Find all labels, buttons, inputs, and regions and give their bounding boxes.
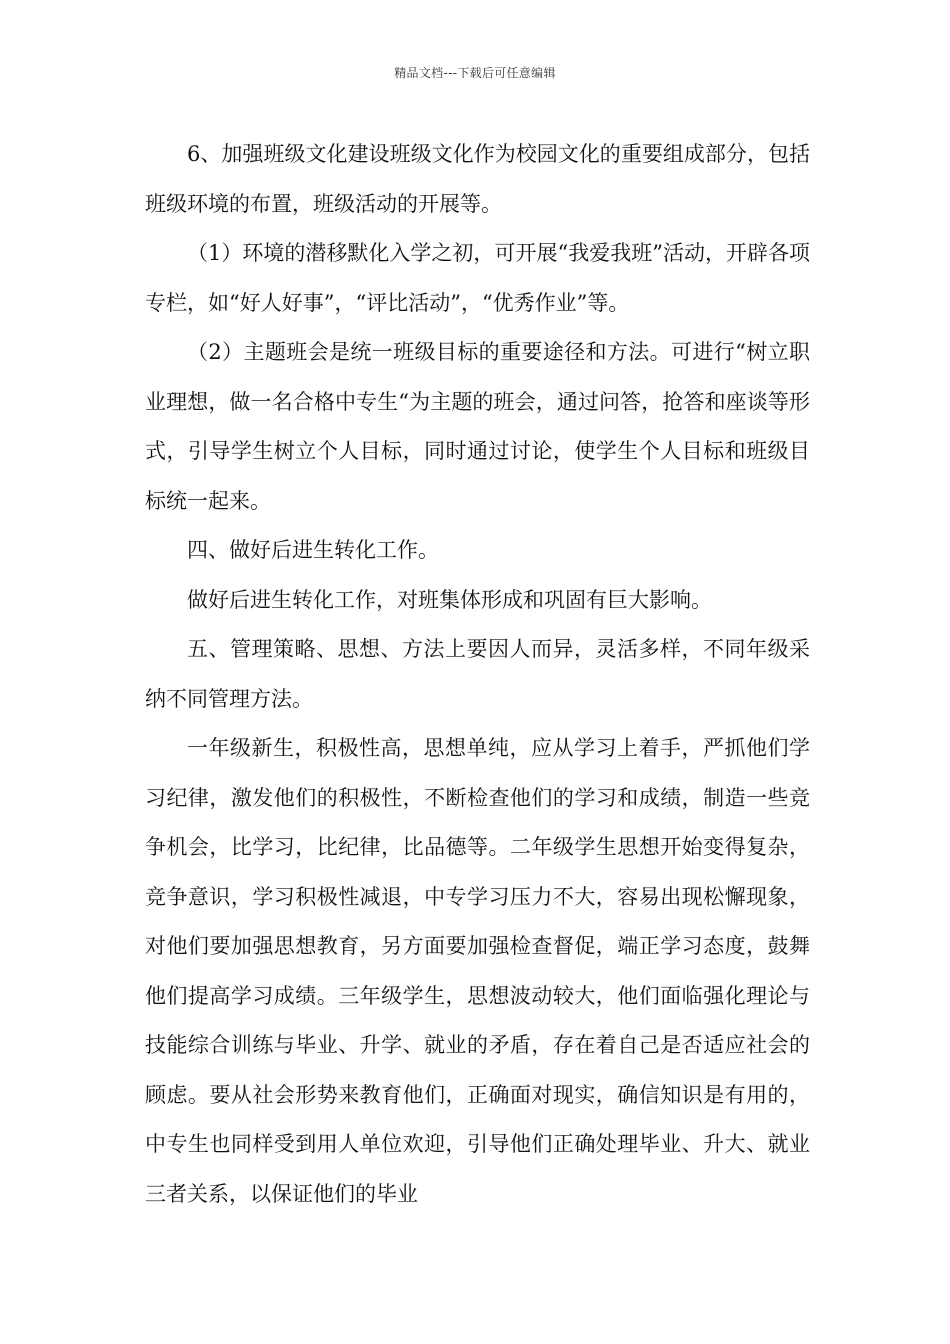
document-body [145, 130, 810, 1219]
section-heading-four: 四、做好后进生转化工作。 [187, 538, 439, 562]
paragraph-grade-management: 一年级新生，积极性高，思想单纯，应从学习上着手，严抓他们学习纪律，激发他们的积极性，不断检查他们的学习和成绩，制造一些竞争机会，比学习，比纪律，比品德等。二年级学生思想开始变得复杂，竞争意识，学习积极性减退，中专学习压力不大，容易出现松懈现象，对他们要加强思想教育，另方面要加强检查督促，端正学习态度，鼓舞他们提高学习成绩。三年级学生，思想波动较大，他们面临强化理论与技能综合训练与毕业、升学、就业的矛盾，存在着自己是否适应社会的顾虑。要从社会形势来教育他们，正确面对现实，确信知识是有用的，中专生也同样受到用人单位欢迎，引导他们正确处理毕业、升大、就业三者关系，以保证他们的毕业 [145, 736, 810, 1206]
section-heading-five: 五、管理策略、思想、方法上要因人而异，灵活多样，不同年级采纳不同管理方法。 [145, 637, 810, 711]
paragraph-theme-meeting: （2）主题班会是统一班级目标的重要途径和方法。可进行“树立职业理想，做一名合格中专生“为主题的班会，通过问答，抢答和座谈等形式，引导学生树立个人目标，同时通过讨论，使学生个人目标和班级目标统一起来。 [145, 340, 810, 513]
paragraph-underachievers: 做好后进生转化工作，对班集体形成和巩固有巨大影响。 [187, 587, 712, 612]
paragraph-environment: （1）环境的潜移默化入学之初，可开展“我爱我班”活动，开辟各项专栏，如“好人好事”，“评比活动”，“优秀作业”等。 [145, 241, 810, 315]
page-header: 精品文档---下载后可任意编辑 [394, 66, 556, 80]
paragraph-class-culture: 6、加强班级文化建设班级文化作为校园文化的重要组成部分，包括班级环境的布置，班级活动的开展等。 [145, 142, 810, 216]
